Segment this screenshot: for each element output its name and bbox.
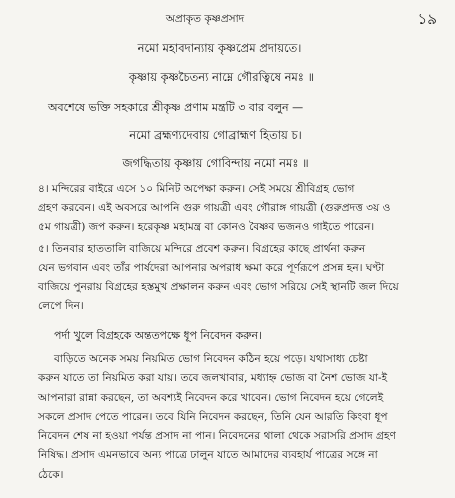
mantra-line-1: নমো মহাবদান্যায় কৃষ্ণপ্রেম প্রদায়তে। <box>137 41 302 55</box>
paragraph-line: যেন ভগবান এবং তাঁর পার্ষদেরা আপনার অপরাধ ক্ষমা করে পূর্ণরূপে প্রসন্ন হন। ঘণ্টা <box>38 262 385 274</box>
curtain-note: পর্দা খুলে বিগ্রহকে অন্ততপক্ষে ধূপ নিবেদন করুন। <box>54 329 262 342</box>
paragraph-line: ৫। তিনবার হাততালি বাজিয়ে মন্দিরে প্রবেশ করুন। বিগ্রহের কাছে প্রার্থনা করুন <box>38 243 366 255</box>
paragraph-line: ৫ম গায়ত্রী) জপ করুন। হরেকৃষ্ণ মহামন্ত্র বা কোনও বৈষ্ণব ভজনও গাইতে পারেন। <box>38 221 375 233</box>
paragraph-step-5 <box>38 240 438 316</box>
paragraph-line: সকলে প্রসাদ পেতে পারেন। তবে যিনি নিবেদন করছেন, তিনি যেন আরতি কিংবা ধূপ <box>38 410 388 423</box>
paragraph-step-4 <box>38 180 438 237</box>
paragraph-line: ৪। মন্দিরের বাইরে এসে ১০ মিনিট অপেক্ষা করুন। সেই সময়ে শ্রীবিগ্রহ ভোগ <box>38 183 355 195</box>
mantra-line-4: জগদ্ধিতায় কৃষ্ণায় গোবিন্দায় নমো নমঃ ॥ <box>122 156 309 170</box>
paragraph-line: নিষিদ্ধ। প্রসাদ এমনভাবে অন্য পাত্রে ঢালুন যাতে আমাদের ব্যবহার্য পাত্রের সঙ্গে না <box>38 449 378 462</box>
paragraph-line: ঠেকে। <box>38 468 64 481</box>
paragraph-line: লেপে দিন। <box>38 300 84 312</box>
paragraph-line: আপনারা রান্না করছেন, তা অবশ্যই নিবেদন করে খাবেন। ভোগ নিবেদন হয়ে গেলেই <box>38 391 384 404</box>
paragraph-home-offering <box>38 350 446 485</box>
paragraph-line: নিবেদন শেষ না হওয়া পর্যন্ত প্রসাদ না পান। নিবেদনের থালা থেকে সরাসরি প্রসাদ গ্রহণ <box>38 430 396 443</box>
paragraph-line: বাড়িতে অনেক সময় নিয়মিত ভোগ নিবেদন কঠিন হয়ে পড়ে। যথাসাধ্য চেষ্টা <box>54 353 368 365</box>
paragraph-line: বাজিয়ে পুনরায় বিগ্রহের হস্তমুখ প্রক্ষালন করুন এবং ভোগ সরিয়ে সেই স্থানটি জল দিয়ে <box>38 281 399 293</box>
paragraph-line: গ্রহণ করবেন। এই অবসরে আপনি গুরু গায়ত্রী এবং গৌরাঙ্গ গায়ত্রী (গুরুপ্রদত্ত ৩য় ও <box>38 202 391 214</box>
mantra-line-3: নমো ব্রহ্মণ্যদেবায় গোব্রাহ্মণ হিতায় চ। <box>129 128 302 142</box>
paragraph-line: করুন যাতে তা নিয়মিত করা যায়। তবে জলখাবার, মধ্যাহ্ন ভোজ বা নৈশ ভোজ যা-ই <box>38 372 388 385</box>
mantra-line-2: কৃষ্ণায় কৃষ্ণচৈতন্য নাম্নে গৌরত্বিষে নমঃ ॥ <box>128 70 315 84</box>
pranam-instruction: অবশেষে ভক্তি সহকারে শ্রীকৃষ্ণ প্রণাম মন্ত্রটি ৩ বার বলুন — <box>48 101 304 114</box>
page-number: ১৯ <box>417 10 437 28</box>
running-header-title: অপ্রাকৃত কৃষ্ণপ্রসাদ <box>165 13 245 25</box>
